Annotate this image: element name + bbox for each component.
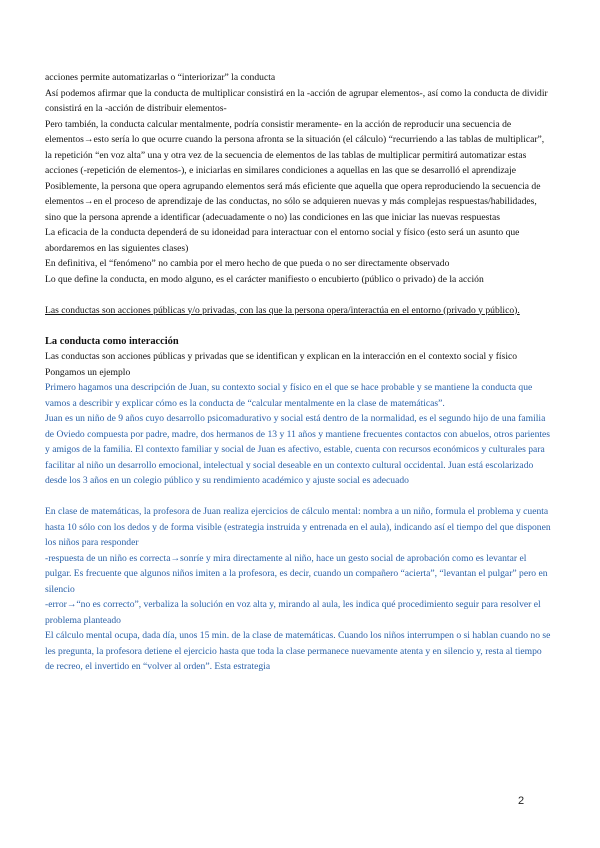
blue-paragraph: El cálculo mental ocupa, dada día, unos 15 min. de la clase de matemáticas. Cuando los niños interrumpen o si hablan cuando no se les pregunta, la profesora detiene el ejercicio hasta que toda la clase permanece nuevamente atenta y en silencio y, resta al tiempo de recreo, el invertido en “volver al orden”. Esta estrategia [45, 630, 551, 672]
paragraph: Así podemos afirmar que la conducta de multiplicar consistirá en la -acción de agrupar elementos-, así como la conducta de dividir consistirá en la -acción de distribuir elementos- [45, 87, 548, 114]
section-title: La conducta como interacción [45, 335, 179, 347]
underlined-heading: Las conductas son acciones públicas y/o privadas, con las que la persona opera/interactúa en el entorno (privado y público). [45, 304, 520, 316]
paragraph: La eficacia de la conducta dependerá de su idoneidad para interactuar con el entorno social y físico (esto será un asunto que abordaremos en las siguientes clases) [45, 227, 520, 254]
blue-paragraph: En clase de matemáticas, la profesora de Juan realiza ejercicios de cálculo mental: nombra a un niño, formula el problema y cuenta hasta 10 sólo con los dedos y de forma visible (estrategia instruida y entrenada en el aula), indicando así el tiempo del que disponen los niños para responder [45, 506, 551, 548]
blue-paragraph: Juan es un niño de 9 años cuyo desarrollo psicomadurativo y social está dentro de la normalidad, es el segundo hijo de una familia de Oviedo compuesta por padre, madre, dos hermanos de 13 y 11 años y mantiene frecuentes contactos con abuelos, otros parientes y amigos de la familia. El contexto familiar y social de Juan es afectivo, estable, cuenta con recursos económicos y culturales para facilitar al niño un desarrollo emocional, intelectual y social deseable en un contexto cultural occidental. Juan está escolarizado desde los 3 años en un colegio público y su rendimiento académico y ajuste social es adecuado [45, 413, 551, 486]
paragraph: En definitiva, el “fenómeno” no cambia por el mero hecho de que pueda o no ser directamente observado [45, 258, 450, 269]
paragraph: Pero también, la conducta calcular mentalmente, podría consistir meramente- en la acción de reproducir una secuencia de elementos→esto sería lo que ocurre cuando la persona afronta se la situación (el cálculo) “recurriendo a las tablas de multiplicar”, la repetición “en voz alta” una y otra vez de la secuencia de elementos de las tablas de multiplicar permitirá automatizar estas acciones (-repetición de elementos-), e iniciarlas en similares condiciones a aquellas en las que se desarrolló el aprendizaje [45, 118, 545, 176]
blue-paragraph: -error→“no es correcto”, verbaliza la solución en voz alta y, mirando al aula, les indica qué procedimiento seguir para resolver el problema planteado [45, 599, 541, 626]
paragraph: Posiblemente, la persona que opera agrupando elementos será más eficiente que aquella que opera reproduciendo la secuencia de elementos→en el proceso de aprendizaje de las conductas, no sólo se adquieren nuevas y más complejas respuestas/habilidades, sino que la persona aprende a identificar (adecuadamente o no) las condiciones en las que iniciar las nuevas respuestas [45, 180, 541, 223]
paragraph: Lo que define la conducta, en modo alguno, es el carácter manifiesto o encubierto (público o privado) de la acción [45, 273, 484, 285]
page-body [45, 70, 553, 675]
paragraph: acciones permite automatizarlas o “interiorizar” la conducta [45, 72, 276, 83]
blue-paragraph: -respuesta de un niño es correcta→sonríe y mira directamente al niño, hace un gesto social de aprobación como es levantar el pulgar. Es frecuente que algunos niños imiten a la profesora, es decir, cuando un compañero “acierta”, “levantan el pulgar” pero en silencio [45, 552, 548, 595]
section-intro: Las conductas son acciones públicas y privadas que se identifican y explican en la interacción en el contexto social y físico [45, 351, 518, 362]
page-number: 2 [518, 795, 525, 807]
example-label: Pongamos un ejemplo [45, 366, 131, 378]
blue-paragraph: Primero hagamos una descripción de Juan, su contexto social y físico en el que se hace probable y se mantiene la conducta que vamos a describir y explicar cómo es la conducta de “calcular mentalmente en la clase de matemáticas”. [45, 382, 533, 409]
